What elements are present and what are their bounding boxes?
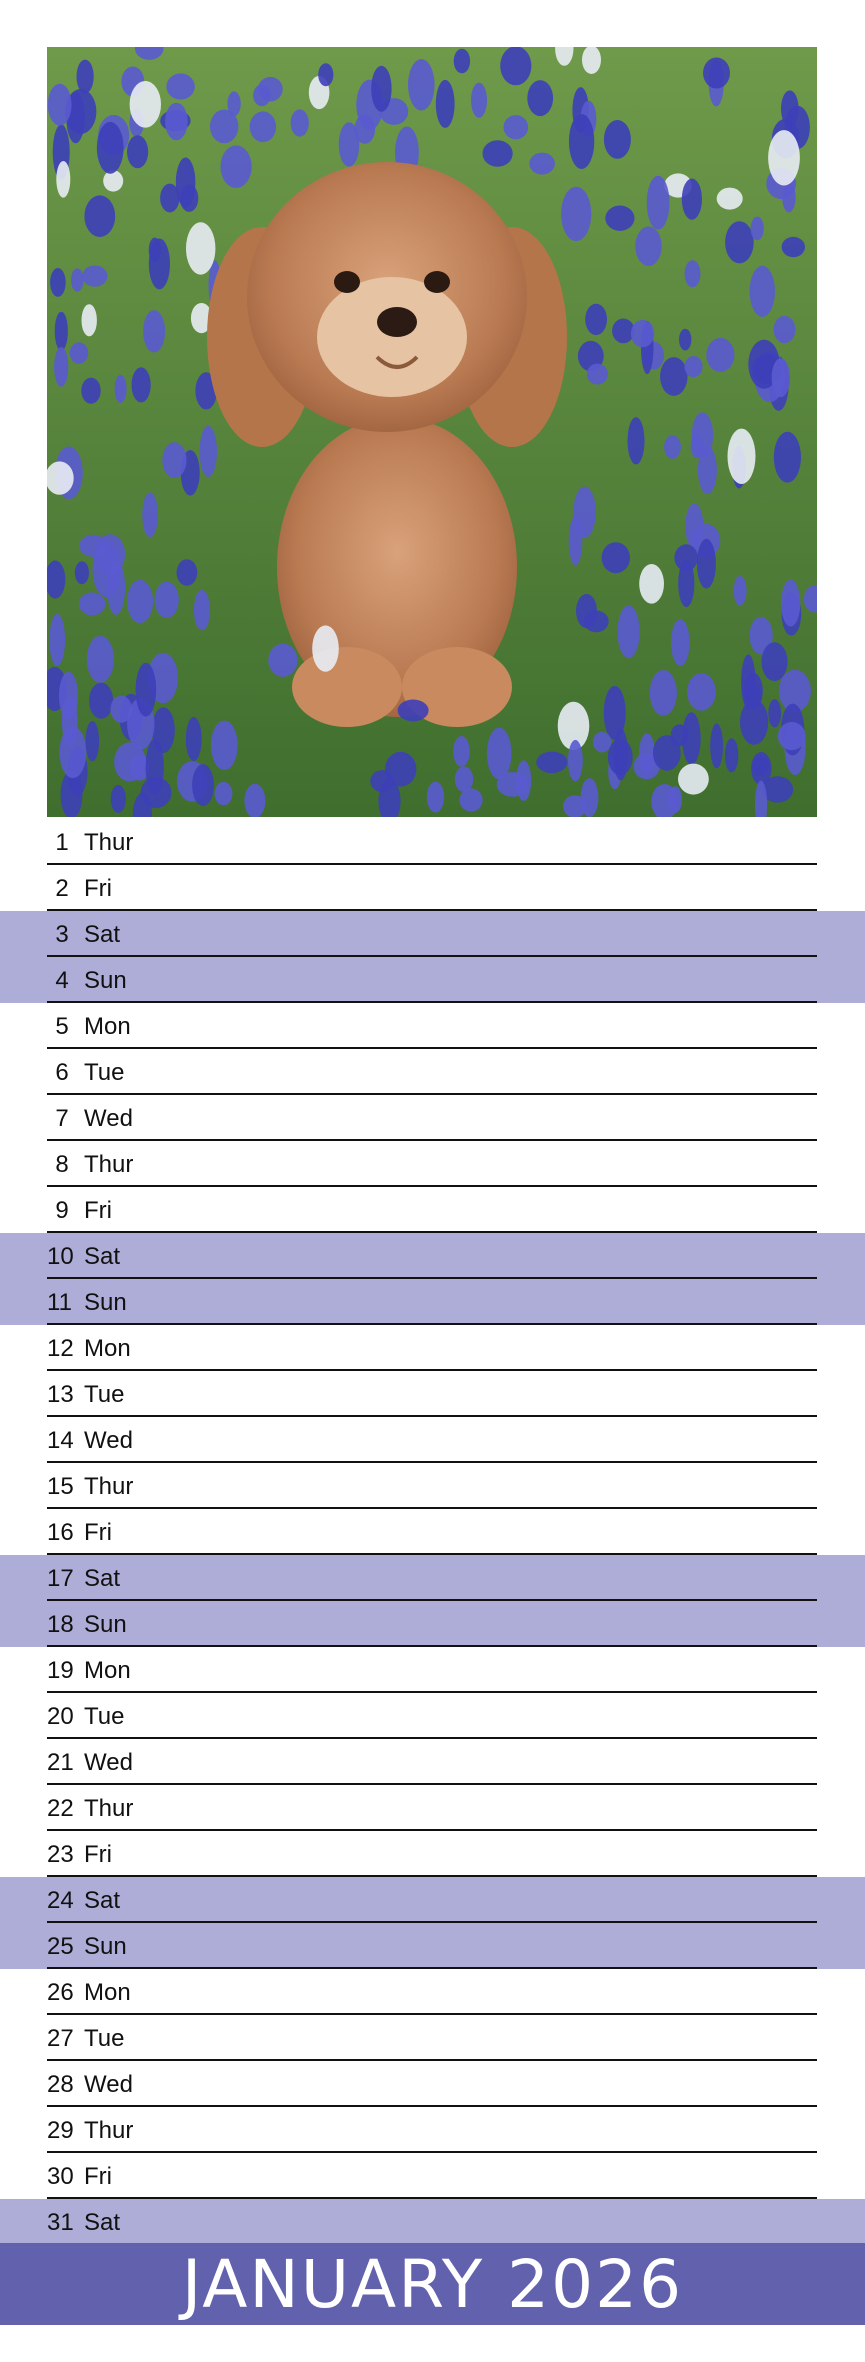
- day-row: [0, 1877, 865, 1923]
- day-row: [0, 865, 865, 911]
- weekday-label: Sat: [84, 2209, 121, 2236]
- weekday-label: Thur: [84, 1151, 134, 1178]
- day-row: [0, 1555, 865, 1601]
- day-row: [0, 1003, 865, 1049]
- day-row: [0, 1739, 865, 1785]
- weekday-label: Sun: [84, 1611, 127, 1638]
- day-number: 15: [47, 1473, 74, 1500]
- day-row: [0, 1049, 865, 1095]
- weekday-label: Sun: [84, 1933, 127, 1960]
- weekday-label: Wed: [84, 2071, 133, 2098]
- weekend-highlight: [0, 2199, 865, 2245]
- day-number: 10: [47, 1243, 74, 1270]
- day-row: [0, 911, 865, 957]
- day-number: 25: [47, 1933, 74, 1960]
- weekend-highlight: [0, 1601, 865, 1647]
- dog-in-bluebonnets-photo: [47, 47, 817, 817]
- weekday-label: Sun: [84, 967, 127, 994]
- day-row: [0, 1417, 865, 1463]
- month-banner: [0, 2243, 865, 2325]
- weekday-label: Fri: [84, 1841, 112, 1868]
- weekday-label: Tue: [84, 2025, 125, 2052]
- day-number: 18: [47, 1611, 74, 1638]
- weekday-label: Sat: [84, 1565, 121, 1592]
- weekday-label: Mon: [84, 1013, 131, 1040]
- weekday-label: Fri: [84, 1197, 112, 1224]
- day-row: [0, 1601, 865, 1647]
- weekday-label: Sat: [84, 1887, 121, 1914]
- weekday-label: Sat: [84, 1243, 121, 1270]
- day-row: [0, 1095, 865, 1141]
- day-number: 29: [47, 2117, 74, 2144]
- day-number: 19: [47, 1657, 74, 1684]
- weekend-highlight: [0, 1555, 865, 1601]
- weekend-highlight: [0, 1279, 865, 1325]
- day-row: [0, 2199, 865, 2245]
- day-number: 30: [47, 2163, 74, 2190]
- day-number: 14: [47, 1427, 74, 1454]
- day-row: [0, 1187, 865, 1233]
- day-row: [0, 1969, 865, 2015]
- day-row: [0, 1463, 865, 1509]
- day-number: 7: [55, 1105, 69, 1132]
- weekday-label: Fri: [84, 2163, 112, 2190]
- day-row: [0, 819, 865, 865]
- day-row: [0, 1325, 865, 1371]
- weekend-highlight: [0, 957, 865, 1003]
- day-number: 31: [47, 2209, 74, 2236]
- day-number: 16: [47, 1519, 74, 1546]
- day-number: 9: [55, 1197, 69, 1224]
- day-row: [0, 2107, 865, 2153]
- day-row: [0, 2153, 865, 2199]
- weekday-label: Thur: [84, 829, 134, 856]
- day-row: [0, 1785, 865, 1831]
- weekend-highlight: [0, 1923, 865, 1969]
- day-number: 12: [47, 1335, 74, 1362]
- day-number: 4: [55, 967, 69, 994]
- weekday-label: Thur: [84, 1473, 134, 1500]
- day-number: 23: [47, 1841, 74, 1868]
- day-number: 17: [47, 1565, 74, 1592]
- month-title: JANUARY 2026: [181, 2245, 684, 2323]
- day-row: [0, 1279, 865, 1325]
- day-row: [0, 1693, 865, 1739]
- day-row: [0, 1831, 865, 1877]
- day-number: 28: [47, 2071, 74, 2098]
- day-row: [0, 1141, 865, 1187]
- day-row: [0, 1647, 865, 1693]
- weekend-highlight: [0, 1233, 865, 1279]
- weekend-highlight: [0, 911, 865, 957]
- weekday-label: Fri: [84, 1519, 112, 1546]
- weekday-label: Thur: [84, 1795, 134, 1822]
- day-number: 21: [47, 1749, 74, 1776]
- day-number: 1: [55, 829, 69, 856]
- day-number: 3: [55, 921, 69, 948]
- day-row: [0, 2015, 865, 2061]
- day-row: [0, 957, 865, 1003]
- weekday-label: Sat: [84, 921, 121, 948]
- day-row: [0, 1233, 865, 1279]
- day-row: [0, 1923, 865, 1969]
- day-number: 11: [47, 1289, 72, 1316]
- day-number: 8: [55, 1151, 69, 1178]
- weekday-label: Sun: [84, 1289, 127, 1316]
- day-number: 24: [47, 1887, 74, 1914]
- day-row: [0, 1509, 865, 1555]
- weekday-label: Tue: [84, 1059, 125, 1086]
- weekday-label: Wed: [84, 1749, 133, 1776]
- day-list: [0, 819, 865, 2245]
- day-number: 26: [47, 1979, 74, 2006]
- day-row: [0, 2061, 865, 2107]
- weekday-label: Tue: [84, 1381, 125, 1408]
- day-number: 27: [47, 2025, 74, 2052]
- weekday-label: Mon: [84, 1979, 131, 2006]
- day-number: 22: [47, 1795, 74, 1822]
- weekend-highlight: [0, 1877, 865, 1923]
- weekday-label: Mon: [84, 1657, 131, 1684]
- weekday-label: Wed: [84, 1427, 133, 1454]
- day-number: 20: [47, 1703, 74, 1730]
- weekday-label: Fri: [84, 875, 112, 902]
- weekday-label: Thur: [84, 2117, 134, 2144]
- day-number: 2: [55, 875, 69, 902]
- weekday-label: Mon: [84, 1335, 131, 1362]
- weekday-label: Wed: [84, 1105, 133, 1132]
- day-row: [0, 1371, 865, 1417]
- weekday-label: Tue: [84, 1703, 125, 1730]
- day-number: 5: [55, 1013, 69, 1040]
- day-number: 13: [47, 1381, 74, 1408]
- day-number: 6: [55, 1059, 69, 1086]
